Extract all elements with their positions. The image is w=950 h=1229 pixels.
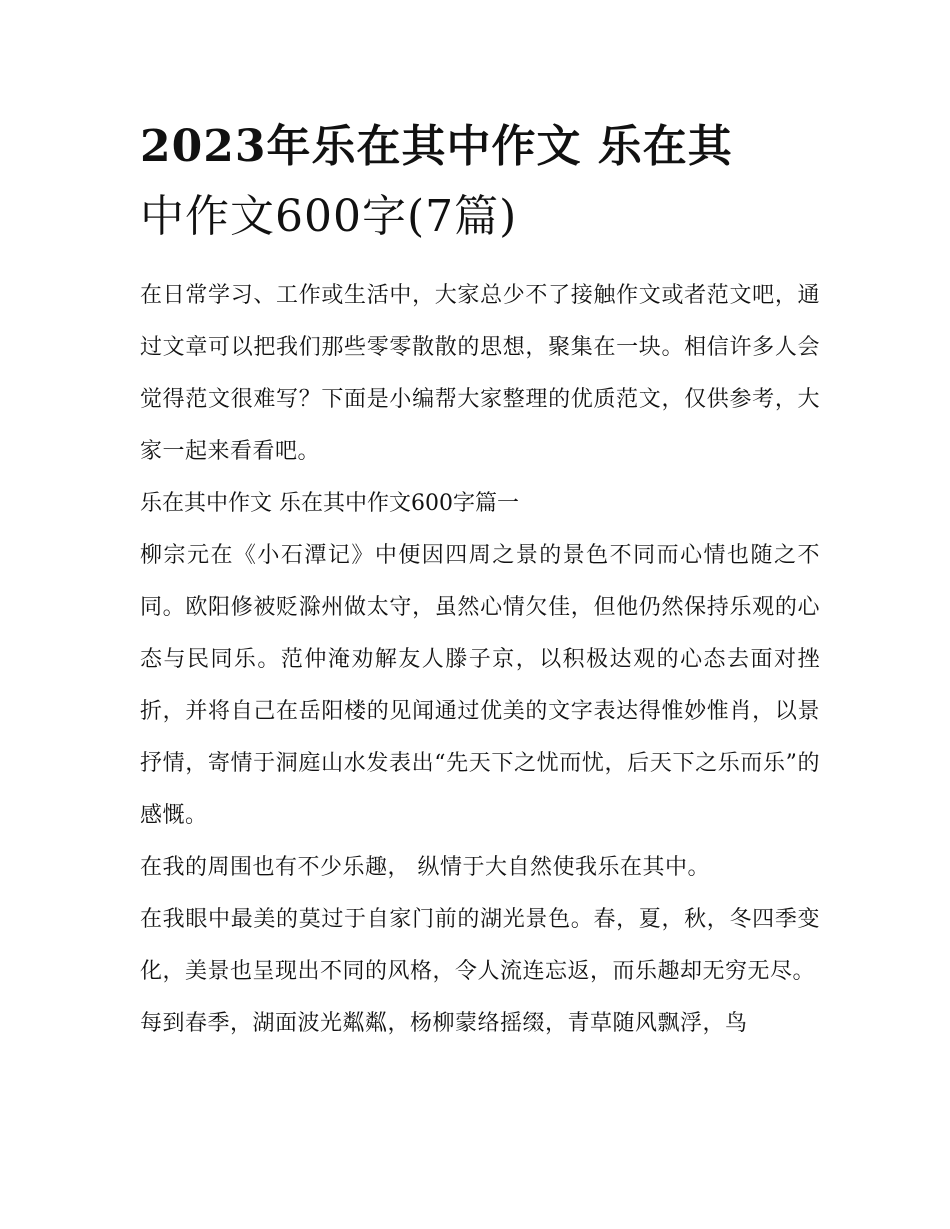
section-heading: 乐在其中作文 乐在其中作文600字篇一 (140, 491, 519, 516)
body-paragraph: 在我的周围也有不少乐趣， 纵情于大自然使我乐在其中。 (140, 855, 710, 880)
intro-paragraph: 在日常学习、工作或生活中，大家总少不了接触作文或者范文吧，通过文章可以把我们那些零零散散的思想，聚集在一块。相信许多人会觉得范文很难写？下面是小编帮大家整理的优质范文，仅供参考，大家一起来看看吧。 (140, 283, 820, 464)
body-paragraph: 在我眼中最美的莫过于自家门前的湖光景色。春，夏，秋，冬四季变化，美景也呈现出不同的风格，令人流连忘返，而乐趣却无穷无尽。 (140, 907, 820, 984)
title-line-2: 中作文600字(7篇) (140, 191, 518, 242)
body-paragraph: 柳宗元在《小石潭记》中便因四周之景的景色不同而心情也随之不同。欧阳修被贬滁州做太守，虽然心情欠佳，但他仍然保持乐观的心态与民同乐。范仲淹劝解友人滕子京，以积极达观的心态去面对挫折，并将自己在岳阳楼的见闻通过优美的文字表达得惟妙惟肖，以景抒情，寄情于洞庭山水发表出“先天下之忧而忧，后天下之乐而乐”的感慨。 (140, 543, 820, 828)
document-title (140, 112, 820, 252)
document-page (140, 112, 820, 1050)
title-line-1: 2023年乐在其中作文 乐在其 (140, 121, 733, 172)
document-body (140, 270, 820, 1050)
body-paragraph: 每到春季，湖面波光粼粼，杨柳蒙络摇缀，青草随风飘浮，鸟 (140, 1011, 748, 1036)
